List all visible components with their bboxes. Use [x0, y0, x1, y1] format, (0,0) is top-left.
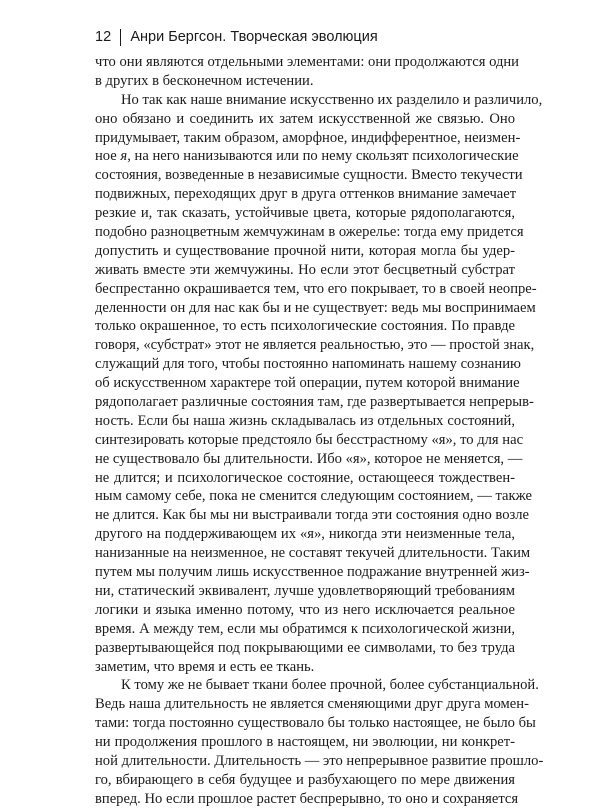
text-line: развертывающейся под покрывающими ее символами, то без труда	[95, 639, 515, 656]
page-number: 12	[95, 29, 112, 45]
text-line: ни, статический эквивалент, лучше удовлетворяющий требованиям	[95, 582, 515, 599]
text-line: ным самому себе, пока не сменится следующим состоянием, — также	[95, 488, 532, 505]
text-line: ность. Если бы наша жизнь складывалась из отдельных состояний,	[95, 412, 515, 429]
text-line: беспрестанно окрашивается тем, что его покрывает, то в своей неопре-	[95, 280, 537, 297]
text-line: не длится; и психологическое состояние, остающееся тождествен-	[95, 469, 515, 486]
text-line: состояния, возведенные в независимые сущности. Вместо текучести	[95, 167, 523, 184]
paragraph	[95, 676, 544, 808]
text-line: допустить и существование прочной нити, которая могла бы удер-	[95, 242, 515, 259]
text-line: нанизанные на неизменное, не составят текучей длительности. Таким	[95, 545, 531, 562]
text-line: живать вместе эти жемчужины. Но если этот бесцветный субстрат	[95, 261, 515, 278]
text-line: Но так как наше внимание искусственно их разделило и различило,	[121, 91, 543, 108]
text-line: об искусственном характере той операции, путем которой внимание	[95, 375, 520, 392]
italic-pronoun: я	[120, 148, 128, 165]
text-line: придумывает, таким образом, аморфное, индифферентное, неизмен-	[95, 129, 521, 146]
text-line: ни продолжения прошлого в настоящем, ни эволюции, ни конкрет-	[95, 734, 515, 751]
text-line: заметим, что время и есть ее ткань.	[95, 658, 315, 675]
text-line: не существовало бы длительности. Ибо «я», которое не меняется, —	[95, 450, 523, 467]
body-text	[95, 53, 544, 809]
text-line: ной длительности. Длительность — это непрерывное развитие прошло-	[95, 752, 544, 769]
running-head	[95, 27, 378, 47]
text-line: резкие и, так сказать, устойчивые цвета, которые рядополагаются,	[95, 205, 515, 222]
text-line: не длится. Как бы мы ни выстраивали тогда эти состояния одно возле	[95, 507, 530, 524]
text-line: рядополагает различные состояния там, где развертывается непрерыв-	[95, 394, 534, 411]
text-line: деленности он для нас как бы и не существует: ведь мы воспринимаем	[95, 299, 536, 316]
text-line: путем мы получим лишь искусственное подражание внутренней жиз-	[95, 564, 530, 581]
text-line: что они являются отдельными элементами: они продолжаются одни	[95, 54, 519, 70]
text-line: служащий для того, чтобы постоянно напоминать нашему сознанию	[95, 356, 521, 373]
text-line: вперед. Но если прошлое растет беспрерывно, то оно и сохраняется	[95, 790, 519, 807]
header-divider	[120, 29, 121, 46]
text-line: подвижных, переходящих друг в друга оттенков внимание замечает	[95, 186, 517, 203]
text-line: К тому же не бывает ткани более прочной, более субстанциальной.	[121, 677, 539, 694]
text-line: го, вбирающего в себя будущее и разбухающего по мере движения	[95, 771, 515, 788]
paragraph	[95, 53, 519, 91]
paragraph	[95, 91, 543, 677]
text-line: оно обязано и соединить их затем искусственной же связью. Оно	[95, 110, 515, 127]
text-line: ное я, на него нанизываются или по нему скользят психологические	[95, 148, 519, 165]
running-title: Анри Бергсон. Творческая эволюция	[130, 29, 378, 45]
text-line: тами: тогда постоянно существовало бы только настоящее, не было бы	[95, 715, 536, 732]
text-line: Ведь наша длительность не является сменяющими друг друга момен-	[95, 696, 529, 713]
text-line: говоря, «субстрат» этот не является реальностью, это — простой знак,	[95, 337, 535, 354]
text-line: синтезировать которые предстояло бы бесстрастному «я», то для нас	[95, 431, 524, 448]
text-line: только окрашенное, то есть психологические состояния. По правде	[95, 318, 515, 335]
text-line: время. А между тем, если мы обратимся к психологической жизни,	[95, 620, 515, 637]
text-line: другого на поддерживающем их «я», никогда эти неизменные тела,	[95, 526, 515, 543]
text-line: логики и языка именно потому, что из него исключается реальное	[95, 601, 515, 618]
text-line: подобно разноцветным жемчужинам в ожерелье: тогда ему придется	[95, 224, 524, 241]
text-line: в других в бесконечном истечении.	[95, 72, 314, 89]
